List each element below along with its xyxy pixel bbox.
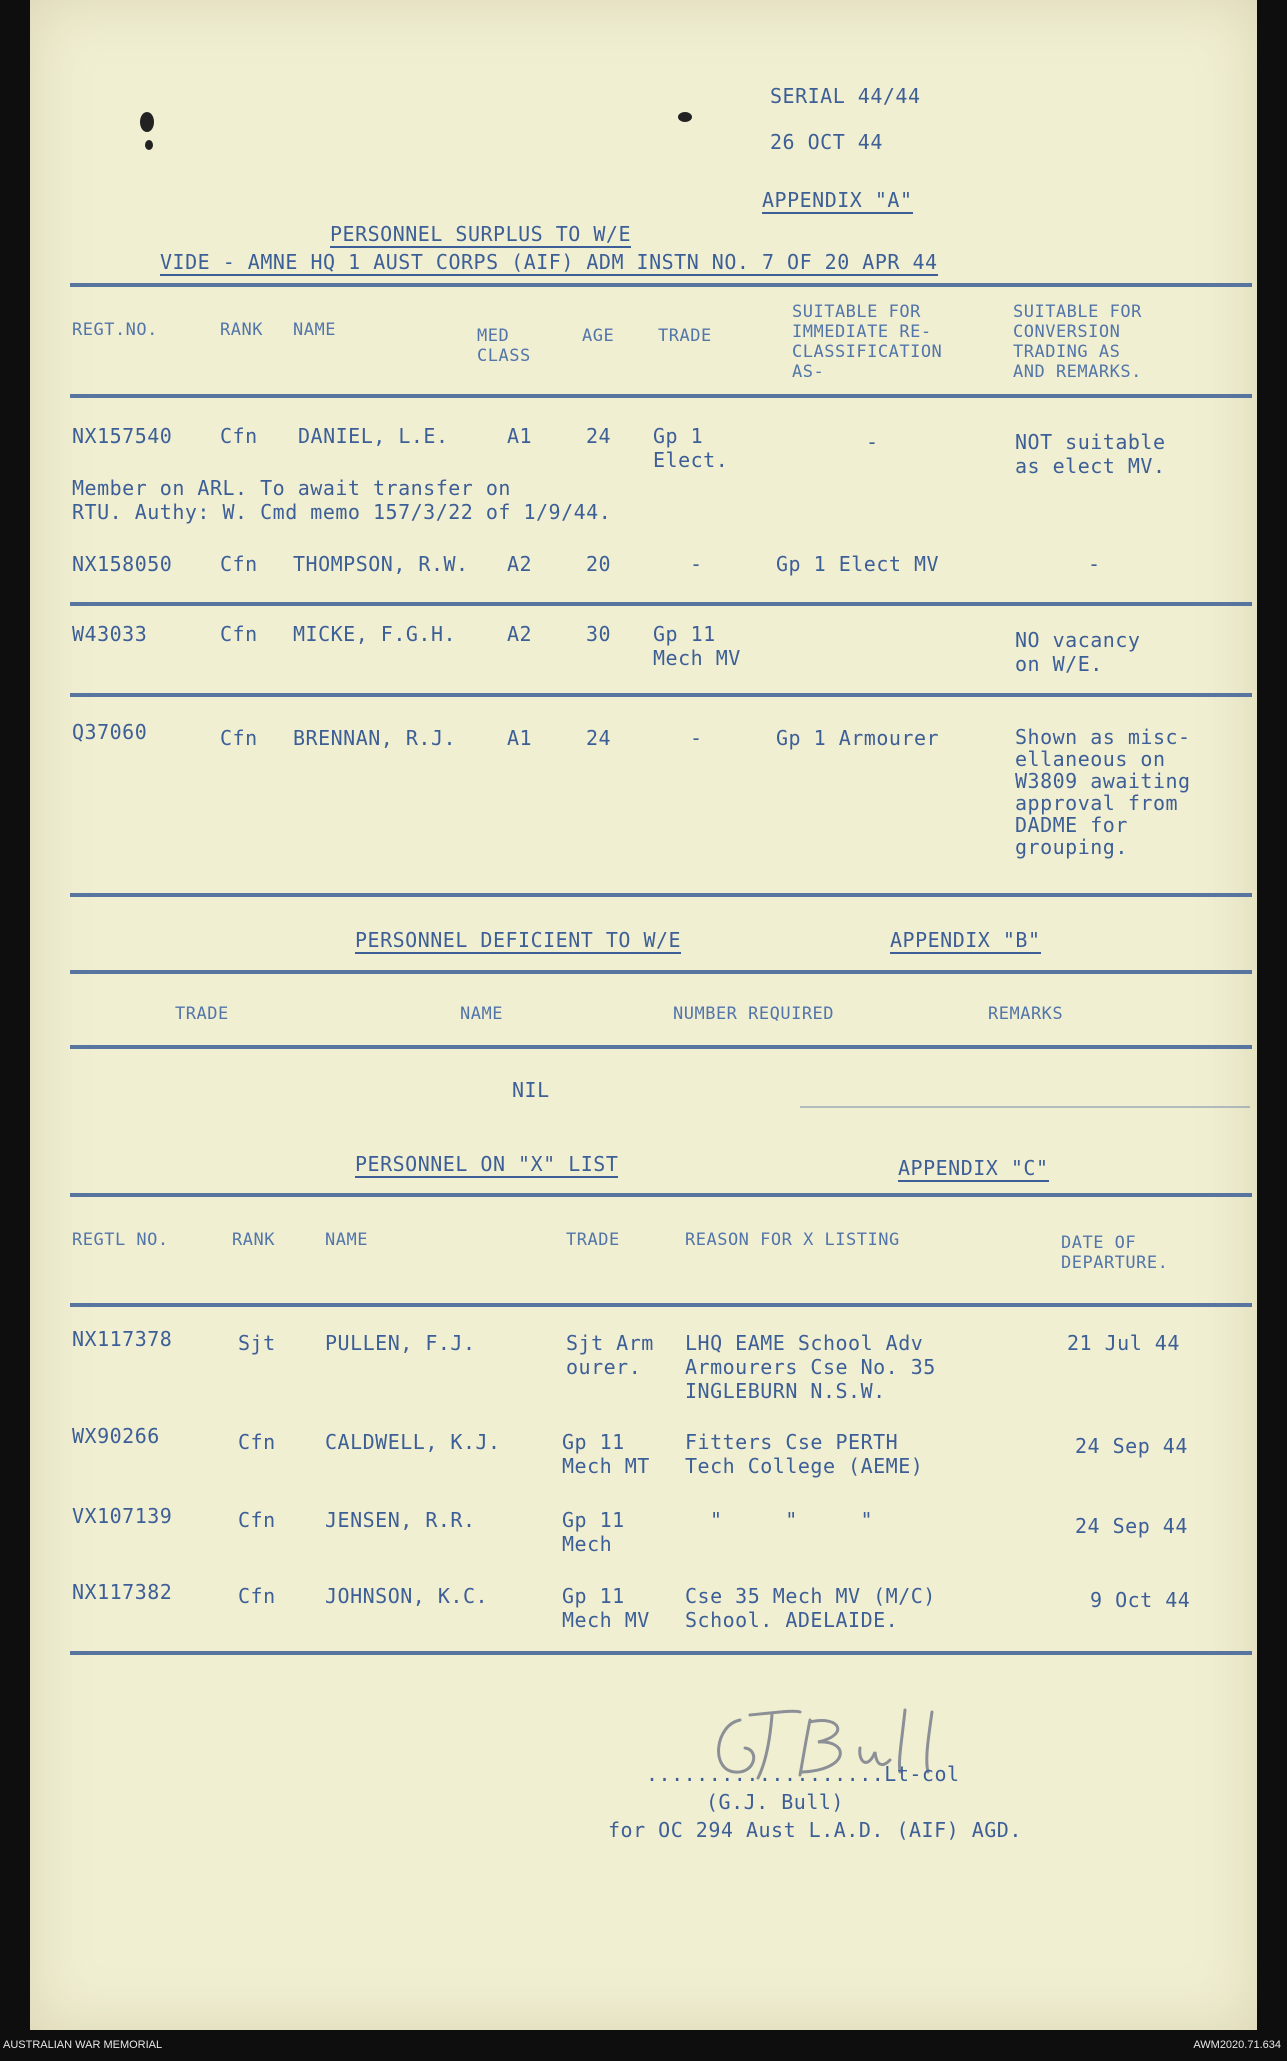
rank: Sjt xyxy=(238,1331,276,1355)
trade: Gp 1 Elect. xyxy=(653,424,729,472)
reason: " " " xyxy=(710,1508,874,1532)
col-name: NAME xyxy=(325,1230,368,1250)
regt-no: VX107139 xyxy=(72,1504,173,1528)
member-note: Member on ARL. To await transfer on RTU. Authy: W. Cmd memo 157/3/22 of 1/9/44. xyxy=(72,476,612,524)
signature-line: ...................Lt-col xyxy=(646,1762,960,1786)
regt-no: NX117382 xyxy=(72,1580,173,1604)
col-number-required: NUMBER REQUIRED xyxy=(673,1004,835,1024)
col-name: NAME xyxy=(293,320,336,340)
med-class: A1 xyxy=(507,424,533,448)
med-class: A1 xyxy=(507,726,533,750)
regt-no: NX157540 xyxy=(72,424,173,448)
serial-number: SERIAL 44/44 xyxy=(770,84,921,108)
trade: - xyxy=(690,552,703,576)
col-name: NAME xyxy=(460,1004,503,1024)
signatory-unit: for OC 294 Aust L.A.D. (AIF) AGD. xyxy=(608,1818,1022,1842)
section-c-title: PERSONNEL ON "X" LIST xyxy=(355,1152,619,1176)
document-date: 26 OCT 44 xyxy=(770,130,883,154)
col-trade: TRADE xyxy=(566,1230,620,1250)
remarks: NO vacancy on W/E. xyxy=(1015,628,1141,676)
divider xyxy=(70,1303,1252,1307)
reclassification: - xyxy=(866,430,879,454)
col-age: AGE xyxy=(582,326,615,346)
trade: Gp 11 Mech MV xyxy=(653,622,741,670)
regt-no: NX158050 xyxy=(72,552,173,576)
appendix-b-label: APPENDIX "B" xyxy=(890,928,1041,952)
remarks: Shown as misc- ellaneous on W3809 awaiting approval from DADME for grouping. xyxy=(1015,725,1191,859)
trade: - xyxy=(690,726,703,750)
col-reclassification: SUITABLE FOR IMMEDIATE RE- CLASSIFICATION AS- xyxy=(792,302,943,382)
trade: Sjt Arm ourer. xyxy=(566,1331,654,1379)
rank: Cfn xyxy=(220,726,258,750)
departure-date: 24 Sep 44 xyxy=(1075,1434,1188,1458)
remarks: NOT suitable as elect MV. xyxy=(1015,430,1166,478)
appendix-a-label: APPENDIX "A" xyxy=(762,188,913,212)
reclassification: Gp 1 Elect MV xyxy=(776,552,940,576)
trade: Gp 11 Mech MV xyxy=(562,1584,650,1632)
archive-footer-left: AUSTRALIAN WAR MEMORIAL xyxy=(3,2039,163,2051)
section-a-title: PERSONNEL SURPLUS TO W/E xyxy=(330,222,631,246)
rank: Cfn xyxy=(220,424,258,448)
section-b-title: PERSONNEL DEFICIENT TO W/E xyxy=(355,928,682,952)
col-remarks: REMARKS xyxy=(988,1004,1064,1024)
rank: Cfn xyxy=(238,1508,276,1532)
col-date-departure: DATE OF DEPARTURE. xyxy=(1061,1233,1169,1273)
col-trade: TRADE xyxy=(175,1004,229,1024)
name: PULLEN, F.J. xyxy=(325,1331,476,1355)
divider xyxy=(70,1045,1252,1049)
divider xyxy=(70,893,1252,897)
divider xyxy=(70,1651,1252,1655)
departure-date: 24 Sep 44 xyxy=(1075,1514,1188,1538)
age: 30 xyxy=(586,622,612,646)
col-trade: TRADE xyxy=(658,326,712,346)
ink-smudge xyxy=(140,112,154,132)
reclassification: Gp 1 Armourer xyxy=(776,726,940,750)
trade: Gp 11 Mech MT xyxy=(562,1430,650,1478)
rank: Cfn xyxy=(238,1430,276,1454)
reason: LHQ EAME School Adv Armourers Cse No. 35 INGLEBURN N.S.W. xyxy=(685,1331,936,1403)
remarks: - xyxy=(1088,552,1101,576)
divider xyxy=(70,602,1252,606)
regt-no: W43033 xyxy=(72,622,148,646)
rank: Cfn xyxy=(238,1584,276,1608)
col-rank: RANK xyxy=(232,1230,275,1250)
divider xyxy=(70,283,1252,287)
col-conversion-remarks: SUITABLE FOR CONVERSION TRADING AS AND REMARKS. xyxy=(1013,302,1142,382)
age: 24 xyxy=(586,726,612,750)
divider xyxy=(70,394,1252,398)
departure-date: 21 Jul 44 xyxy=(1067,1331,1180,1355)
col-regtl-no: REGTL NO. xyxy=(72,1230,169,1250)
regt-no: Q37060 xyxy=(72,720,148,744)
name: JOHNSON, K.C. xyxy=(325,1584,489,1608)
med-class: A2 xyxy=(507,552,533,576)
name: JENSEN, R.R. xyxy=(325,1508,476,1532)
section-a-subtitle: VIDE - AMNE HQ 1 AUST CORPS (AIF) ADM INSTN NO. 7 OF 20 APR 44 xyxy=(160,250,938,274)
signatory-name: (G.J. Bull) xyxy=(706,1790,844,1814)
regt-no: WX90266 xyxy=(72,1424,160,1448)
ink-smudge xyxy=(678,112,692,122)
departure-date: 9 Oct 44 xyxy=(1090,1588,1191,1612)
name: BRENNAN, R.J. xyxy=(293,726,457,750)
reason: Fitters Cse PERTH Tech College (AEME) xyxy=(685,1430,924,1478)
age: 24 xyxy=(586,424,612,448)
name: CALDWELL, K.J. xyxy=(325,1430,501,1454)
med-class: A2 xyxy=(507,622,533,646)
regt-no: NX117378 xyxy=(72,1327,173,1351)
name: DANIEL, L.E. xyxy=(298,424,449,448)
divider xyxy=(70,1193,1252,1197)
col-regt-no: REGT.NO. xyxy=(72,320,158,340)
trade: Gp 11 Mech xyxy=(562,1508,625,1556)
name: THOMPSON, R.W. xyxy=(293,552,469,576)
name: MICKE, F.G.H. xyxy=(293,622,457,646)
divider xyxy=(70,970,1252,974)
rank: Cfn xyxy=(220,552,258,576)
reason: Cse 35 Mech MV (M/C) School. ADELAIDE. xyxy=(685,1584,936,1632)
age: 20 xyxy=(586,552,612,576)
archive-footer-right: AWM2020.71.634 xyxy=(1193,2039,1281,2051)
divider xyxy=(70,693,1252,697)
col-rank: RANK xyxy=(220,320,263,340)
rank: Cfn xyxy=(220,622,258,646)
nil-entry: NIL xyxy=(512,1078,550,1102)
col-med-class: MED CLASS xyxy=(477,326,531,366)
faint-line xyxy=(800,1106,1250,1108)
ink-smudge xyxy=(145,140,153,150)
document-page xyxy=(30,0,1257,2030)
col-reason: REASON FOR X LISTING xyxy=(685,1230,900,1250)
appendix-c-label: APPENDIX "C" xyxy=(898,1156,1049,1180)
